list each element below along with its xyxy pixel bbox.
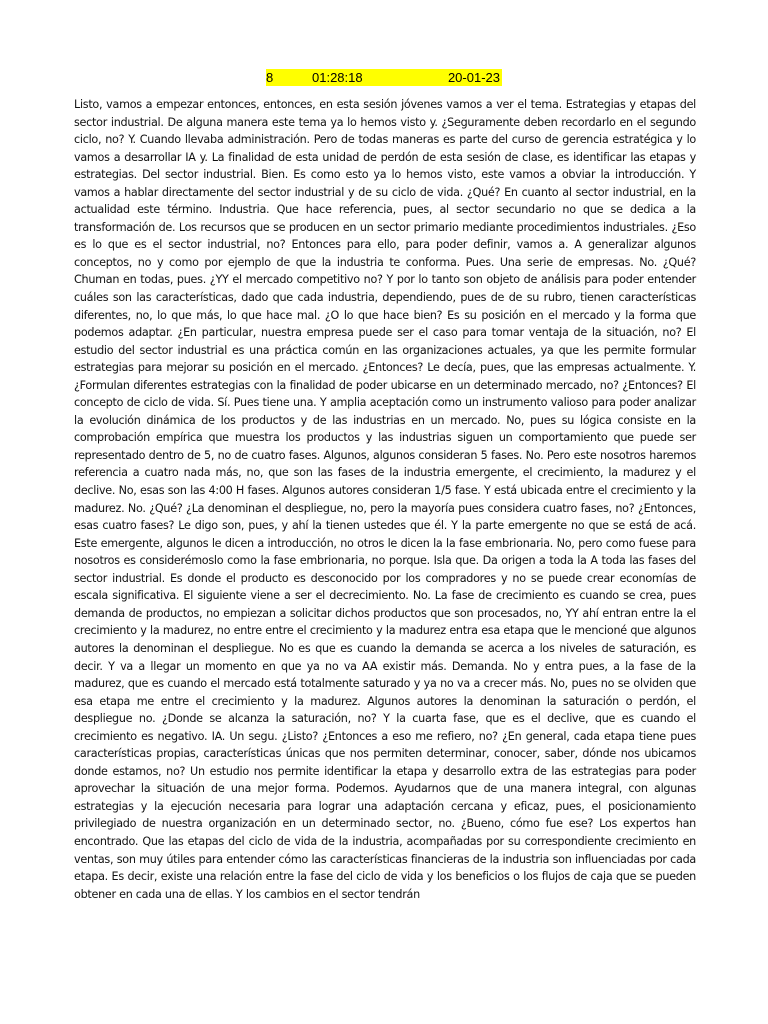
- date: 20-01-23: [447, 70, 500, 85]
- transcript-paragraph: Listo, vamos a empezar entonces, entonces, en esta sesión jóvenes vamos a ver el tema. Estrategias y etapas del sector industrial. De alguna manera este tema ya lo hemos visto y. ¿Seguramente deben recordarlo en el segundo ciclo, no? Y. Cuando llevaba administración. Pero de todas maneras es parte del curso de gerencia estratégica y lo vamos a desarrollar IA y. La finalidad de esta unidad de perdón de esta sesión de clase, es identificar las etapas y estrategias. Del sector industrial. Bien. Es como esto ya lo hemos visto, este vamos a obviar la introducción. Y vamos a hablar directamente del sector industrial y de su ciclo de vida. ¿Qué? En cuanto al sector industrial, en la actualidad este término. Industria. Que hace referencia, pues, al sector secundario no que se dedica a la transformación de. Los recursos que se producen en un sector primario mediante procedimientos industriales. ¿Eso es lo que es el sector industrial, no? Entonces para ello, para poder definir, vamos a. A generalizar algunos conceptos, no y como por ejemplo de que la industria te conforma. Pues. Una serie de empresas. No. ¿Qué? Chuman en todas, pues. ¿YY el mercado competitivo no? Y por lo tanto son objeto de análisis para poder entender cuáles son las características, dado que cada industria, dependiendo, pues de de su rubro, tienen características diferentes, no, lo que más, lo que hace mal. ¿O lo que hace bien? Es su posición en el mercado y la forma que podemos adaptar. ¿En particular, nuestra empresa puede ser el caso para tomar ventaja de la situación, no? El estudio del sector industrial es una práctica común en las organizaciones actuales, ya que les permite formular estrategias para mejorar su posición en el mercado. ¿Entonces? Le decía, pues, que las empresas actualmente. Y. ¿Formulan diferentes estrategias con la finalidad de poder ubicarse en un determinado mercado, no? ¿Entonces? El concepto de ciclo de vida. Sí. Pues tiene una. Y amplia aceptación como un instrumento valioso para poder analizar la evolución dinámica de los productos y de las industrias en un mercado. No, pues su lógica consiste en la comprobación empírica que muestra los productos y las industrias siguen un comportamiento que puede ser representado dentro de 5, no de cuatro fases. Algunos, algunos consideran 5 fases. No. Pero este nosotros haremos referencia a cuatro nada más, no, que son las fases de la industria emergente, el crecimiento, la madurez y el declive. No, esas son las 4:00 H fases. Algunos autores consideran 1/5 fase. Y está ubicada entre el crecimiento y la madurez. No. ¿Qué? ¿La denominan el despliegue, no, pero la mayoría pues considera cuatro fases, no? ¿Entonces, esas cuatro fases? Le digo son, pues, y ahí la tienen ustedes que él. Y la parte emergente no que se está de acá. Este emergente, algunos le dicen a introducción, no otros le dicen la la fase embrionaria. No, pero como fuese para nosotros es considerémoslo como la fase embrionaria, no porque. Isla que. Da origen a toda la A toda las fases del sector industrial. Es donde el producto es desconocido por los compradores y no se puede crear economías de escala significativa. El siguiente viene a ser el decrecimiento. No. La fase de crecimiento es cuando se crea, pues demanda de productos, no empiezan a solicitar dichos productos que son procesados, no, YY ahí entran entre la el crecimiento y la madurez, no entre entre el crecimiento y la madurez entra esa etapa que le mencioné que algunos autores la denominan el despliegue. No es que es cuando la demanda se acerca a los niveles de saturación, es decir. Y va a llegar un momento en que ya no va AA existir más. Demanda. No y entra pues, a la fase de la madurez, que es cuando el mercado está totalmente saturado y ya no va a crecer más. No, pues no se olviden que esa etapa me entre el crecimiento y la madurez. Algunos autores la denominan la saturación o perdón, el despliegue no. ¿Donde se alcanza la saturación, no? Y la cuarta fase, que es el declive, que es cuando el crecimiento es negativo. IA. Un segu. ¿Listo? ¿Entonces a eso me refiero, no? ¿En general, cada etapa tiene pues características propias, características únicas que nos permiten determinar, conocer, saber, dónde nos ubicamos donde estamos, no? Un estudio nos permite identificar la etapa y desarrollo extra de las estrategias para poder aprovechar la situación de una mejor forma. Podemos. Ayudarnos que de una manera integral, con algunas estrategias y la ejecución necesaria para lograr una adaptación cercana y eficaz, pues, el posicionamiento privilegiado de nuestra organización en un determinado sector, no. ¿Bueno, cómo fue ese? Los expertos han encontrado. Que las etapas del ciclo de vida de la industria, acompañadas por su correspondiente crecimiento en ventas, son muy útiles para entender cómo las características financieras de la industria son influenciadas por cada etapa. Es decir, existe una relación entre la fase del ciclo de vida y los beneficios o los flujos de caja que se pueden obtener en cada una de ellas. Y los cambios en el sector tendrán: [74, 98, 696, 901]
- transcript-header: [266, 69, 502, 86]
- segment-number: 8: [266, 70, 274, 85]
- timestamp: 01:28:18: [312, 70, 363, 85]
